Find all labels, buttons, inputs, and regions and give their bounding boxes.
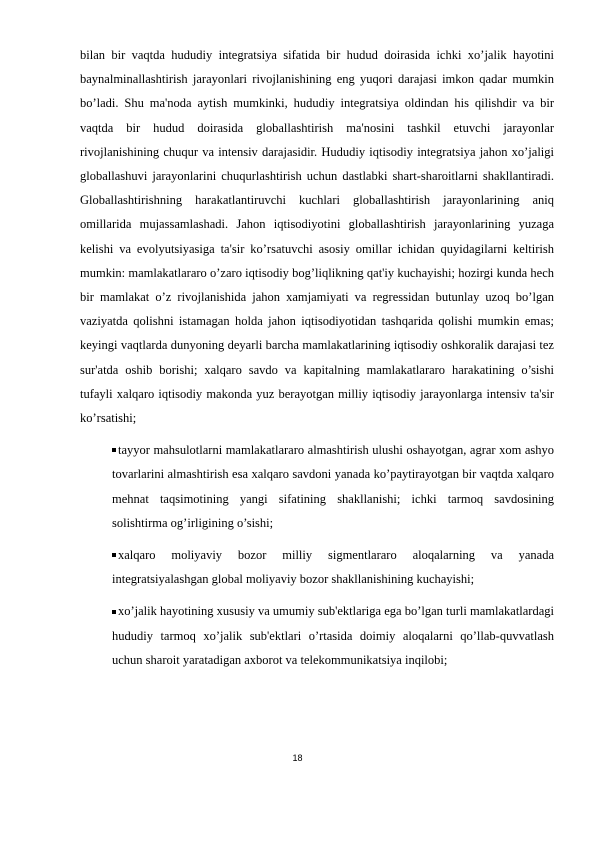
bullet-item-1 — [80, 438, 554, 535]
page-number: 18 — [292, 753, 303, 763]
paragraph-gap — [80, 535, 554, 543]
bullet-icon — [112, 553, 116, 557]
bullet-text-3: xo’jalik hayotining xususiy va umumiy sub'ektlariga ega bo’lgan turli mamlakatlardagi hududiy tarmoq xo’jalik sub'ektlari o’rtasida doimiy aloqalarni qo’llab-quvvatlash uchun sharoit yaratadigan axborot va telekommunikatsiya inqilobi; — [112, 604, 554, 667]
bullet-item-3 — [80, 599, 554, 672]
paragraph-gap — [80, 591, 554, 599]
paragraph-gap — [80, 430, 554, 438]
bullet-item-2 — [80, 543, 554, 591]
bullet-icon — [112, 448, 116, 452]
bullet-icon — [112, 610, 116, 614]
main-paragraph: bilan bir vaqtda hududiy integratsiya sifatida bir hudud doirasida ichki xo’jalik hayotini baynalminallashtirish jarayonlari rivojlanishining eng yuqori darajasi imkon qadar mumkin bo’ladi. Shu ma'noda aytish mumkinki, hududiy integratsiya oldindan his qilishdir va bir vaqtda bir hudud doirasida globallashtirish ma'nosini tashkil etuvchi jarayonlar rivojlanishining chuqur va intensiv darajasidir. Hududiy iqtisodiy integratsiya jahon xo’jaligi globallashuvi jarayonlarini chuqurlashtirish uchun dastlabki shart-sharoitlarni shakllantiradi. Globallashtirishning harakatlantiruvchi kuchlari globallashtirish jarayonlarining aniq omillarida mujassamlashadi. Jahon iqtisodiyotini globallashtirish jarayonlarining yuzaga kelishi va evolyutsiyasiga ta'sir ko’rsatuvchi asosiy omillar ichidan quyidagilarni keltirish mumkin: mamlakatlararo o’zaro iqtisodiy bog’liqlikning qat'iy kuchayishi; hozirgi kunda hech bir mamlakat o’z rivojlanishida jahon xamjamiyati va regressidan butunlay uzoq bo’lgan vaziyatda qolishni istamagan holda jahon iqtisodiyotidan tashqarida qolishi mumkin emas; keyingi vaqtlarda dunyoning deyarli barcha mamlakatlarining iqtisodiy oshkoralik darajasi tez sur'atda oshib borishi; xalqaro savdo va kapitalning mamlakatlararo harakatining o’sishi tufayli xalqaro iqtisodiy makonda yuz berayotgan milliy iqtisodiy jarayonlarga intensiv ta'sir ko’rsatishi; — [80, 48, 554, 426]
body-text — [80, 43, 554, 672]
bullet-text-1: tayyor mahsulotlarni mamlakatlararo almashtirish ulushi oshayotgan, agrar xom ashyo tovarlarini almashtirish esa xalqaro savdoni yanada ko’paytirayotgan bir vaqtda xalqaro mehnat taqsimotining yangi sifatining shakllanishi; ichki tarmoq savdosining solishtirma og’irligining o’sishi; — [112, 443, 554, 530]
bullet-text-2: xalqaro moliyaviy bozor milliy sigmentlararo aloqalarning va yanada integratsiyalashgan global moliyaviy bozor shakllanishining kuchayishi; — [112, 548, 554, 587]
